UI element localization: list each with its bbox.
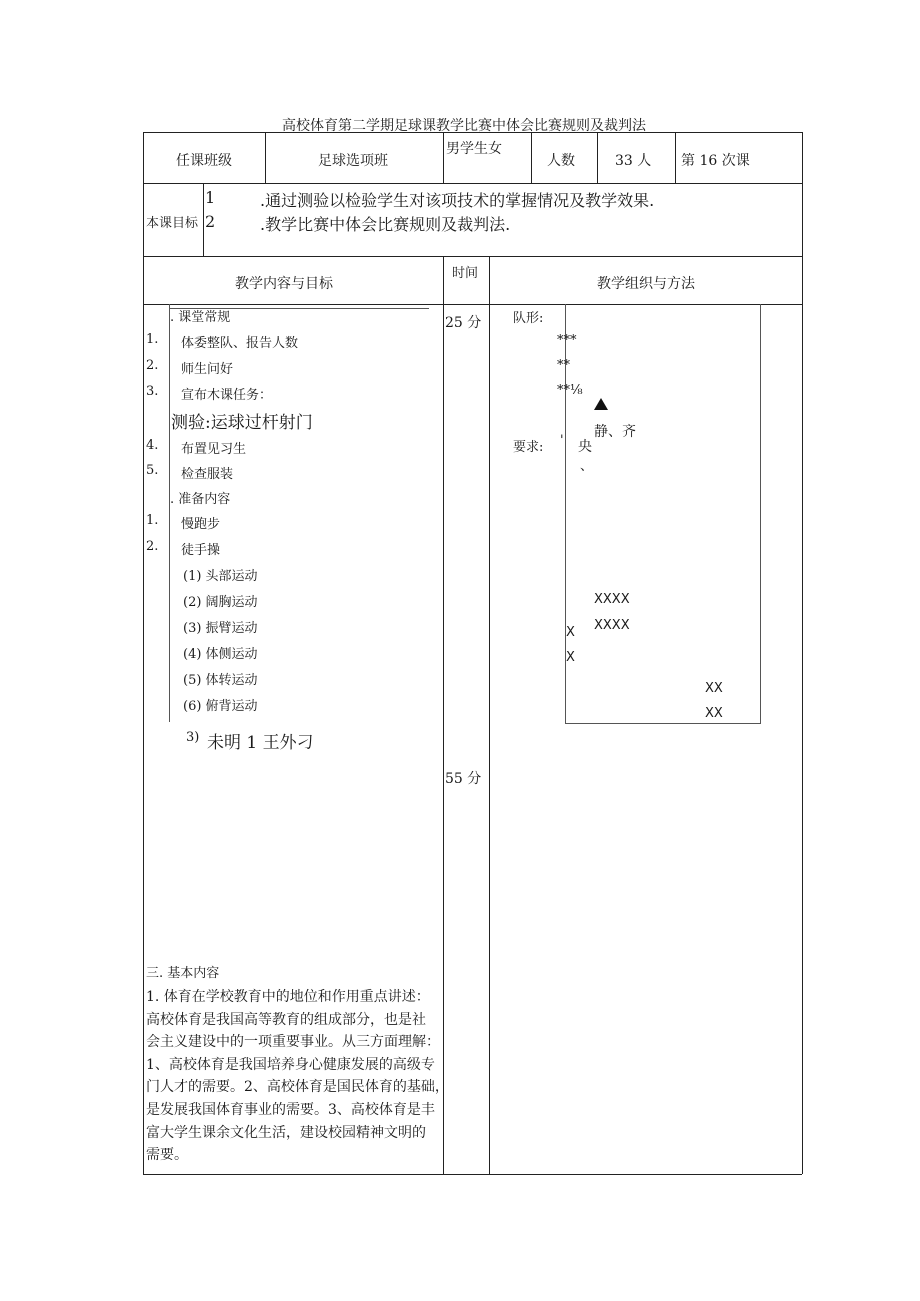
col-header-method: 教学组织与方法 — [597, 276, 695, 292]
s2-item-text-1: 慢跑步 — [181, 517, 221, 532]
objective-text-2: .教学比赛中体会比赛规则及裁判法. — [260, 215, 511, 234]
s1-item-num-5: 5. — [146, 463, 159, 478]
requirement-dun: 、 — [580, 459, 594, 474]
exercise-2: (2) 阔胸运动 — [183, 595, 258, 610]
col-header-time: 时间 — [452, 266, 479, 281]
s1-item-text-2: 师生问好 — [181, 362, 234, 377]
x-mark-2: X — [566, 650, 575, 665]
page-title: 高校体育第二学期足球课教学比赛中体会比赛规则及裁判法 — [282, 118, 646, 134]
header-col-line-3 — [531, 132, 532, 183]
count-label: 人数 — [547, 153, 575, 169]
header-col-line-1 — [265, 132, 266, 183]
time-25: 25 分 — [445, 315, 482, 331]
objectives-col-line — [203, 183, 204, 256]
s1-item-num-4: 4. — [146, 438, 159, 453]
class-label: 任课班级 — [176, 153, 232, 169]
s2-item-num-2: 2. — [146, 539, 159, 554]
s1-item-text-1: 体委整队、报告人数 — [181, 336, 299, 351]
formation-row-1: *** — [557, 333, 577, 348]
test-line: 测验:运球过杆射门 — [171, 413, 313, 433]
objectives-label: 本课目标 — [146, 216, 199, 231]
col-header-content: 教学内容与目标 — [235, 276, 333, 292]
exercise-5: (5) 体转运动 — [183, 673, 258, 688]
xx-row-2: XX — [705, 706, 723, 721]
s2-item-text-2: 徒手操 — [181, 543, 221, 558]
para-line-2: 高校体育是我国高等教育的组成部分，也是社 — [146, 1011, 426, 1028]
main-col-line-2 — [489, 256, 490, 1174]
formation-box-bottom — [565, 723, 761, 724]
row-divider-2 — [143, 256, 802, 257]
para-line-8: 需要。 — [146, 1147, 188, 1164]
formation-label: 队形: — [513, 311, 544, 326]
header-col-line-4 — [597, 132, 598, 183]
para-line-7: 富大学生课余文化生活，建设校园精神文明的 — [146, 1124, 426, 1141]
xxxx-row-1: XXXX — [594, 592, 630, 607]
table-top-border — [143, 132, 802, 133]
s1-item-num-2: 2. — [146, 358, 159, 373]
section-1-title: . 课堂常规 — [170, 310, 231, 325]
requirement-text: 静、齐 — [594, 424, 636, 440]
item-3-num: 3) — [186, 730, 200, 745]
requirement-mark: ' — [560, 433, 564, 448]
table-left-border — [143, 132, 144, 1174]
section-3-title: 三. 基本内容 — [146, 966, 220, 981]
para-line-6: 是发展我国体育事业的需要。3、高校体育是丰 — [146, 1101, 435, 1118]
formation-box-right — [760, 304, 761, 724]
objective-num-1: 1 — [205, 188, 216, 207]
para-line-1: 1. 体育在学校教育中的地位和作用重点讲述： — [146, 989, 430, 1005]
count-value: 33 人 — [615, 153, 652, 169]
row-divider-1 — [143, 183, 802, 184]
para-line-3: 会主义建设中的一项重要事业。从三方面理解： — [146, 1034, 440, 1051]
objective-text-1: .通过测验以检验学生对该项技术的掌握情况及教学效果. — [260, 191, 655, 210]
s1-item-text-3: 宣布木课任务： — [181, 388, 273, 403]
para-line-4: 1、高校体育是我国培养身心健康发展的高级专 — [146, 1056, 435, 1073]
table-bottom-border — [143, 1174, 802, 1175]
time-55: 55 分 — [445, 771, 482, 787]
objective-num-2: 2 — [205, 212, 216, 231]
table-right-border — [802, 132, 803, 1174]
s1-item-text-5: 检查服装 — [181, 467, 234, 482]
s1-item-num-1: 1. — [146, 332, 159, 347]
section-2-title: . 准备内容 — [170, 492, 231, 507]
class-value: 足球选项班 — [318, 153, 388, 169]
xx-row-1: XX — [705, 681, 723, 696]
section-3-paragraph — [146, 986, 449, 1167]
item-3-text: 未明 1 王外刁 — [207, 733, 314, 753]
header-col-line-5 — [675, 132, 676, 183]
x-mark-1: X — [566, 625, 575, 640]
gender-label: 男学生女 — [446, 141, 502, 157]
exercise-1: (1) 头部运动 — [183, 569, 258, 584]
exercise-6: (6) 俯背运动 — [183, 699, 258, 714]
s2-item-num-1: 1. — [146, 513, 159, 528]
exercise-3: (3) 振臂运动 — [183, 621, 258, 636]
exercise-4: (4) 体侧运动 — [183, 647, 258, 662]
session-label: 第 16 次课 — [681, 153, 750, 169]
row-divider-3 — [143, 304, 802, 305]
requirement-label: 要求: — [513, 440, 544, 455]
xxxx-row-2: XXXX — [594, 618, 630, 633]
para-line-5: 门人才的需要。2、高校体育是国民体育的基础， — [146, 1079, 449, 1096]
s1-item-num-3: 3. — [146, 384, 159, 399]
s1-item-text-4: 布置见习生 — [181, 442, 247, 457]
main-col-line-1 — [443, 256, 444, 1174]
content-bracket-line — [169, 304, 170, 722]
formation-row-2: ** — [557, 358, 570, 373]
requirement-yang: 央 — [578, 439, 592, 455]
formation-row-3: **⅛ — [557, 383, 583, 398]
header-col-line-2 — [443, 132, 444, 183]
teacher-triangle-icon — [594, 398, 608, 410]
